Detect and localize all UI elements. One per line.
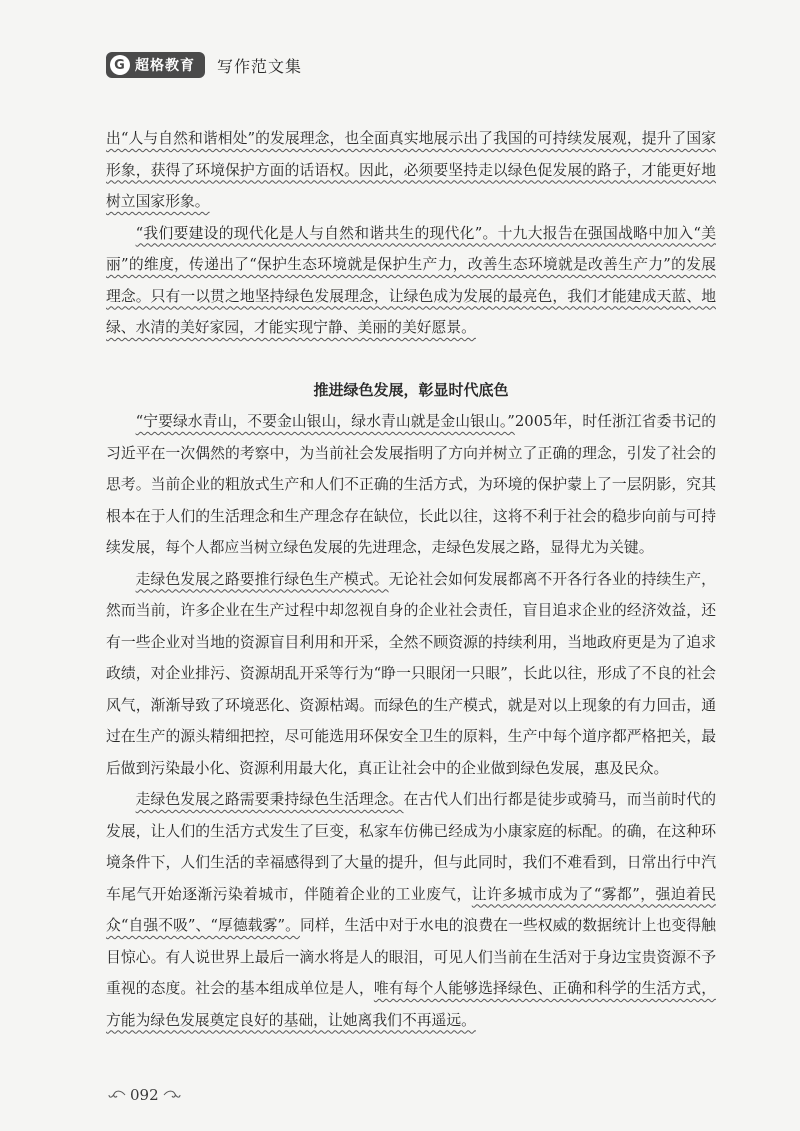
page-number: 092 <box>130 1086 159 1104</box>
paragraph <box>106 218 716 344</box>
ornament-left-icon <box>108 1089 126 1101</box>
essay-body <box>106 123 716 1036</box>
paragraph-text: 2005年，时任浙江省委书记的习近平在一次偶然的考察中，为当前社会发展指明了方向并树立了正确的理念，引发了社会的思考。当前企业的粗放式生产和人们不正确的生活方式，为环境的保护蒙上了一层阴影，究其根本在于人们的生活理念和生产理念存在缺位，长此以往，这将不利于社会的稳步向前与可持续发展，每个人都应当树立绿色发展的先进理念，走绿色发展之路，显得尤为关键。 <box>106 413 716 556</box>
paragraph <box>106 564 716 785</box>
brand-logo-text: 超格教育 <box>135 58 195 74</box>
paragraph-text: 在古代人们出行都是徒步或骑马，而当前时代的发展，让人们的生活方式发生了巨变，私家车仿佛已经成为小康家庭的标配。的确，在这种环境条件下，人们生活的幸福感得到了大量的提升，但与此同时，我们不难看到，日常出行中汽车尾气开始逐渐污染着城市，伴随着企业的工业废气， <box>106 791 716 903</box>
underlined-text: “我们要建设的现代化是人与自然和谐共生的现代化”。十九大报告在强国战略中加入“美丽”的维度，传递出了“保护生态环境就是保护生产力，改善生态环境就是改善生产力”的发展理念。只有一以贯之地坚持绿色发展理念，让绿色成为发展的最亮色，我们才能建成天蓝、地绿、水清的美好家园，才能实现宁静、美丽的美好愿景。 <box>106 224 716 336</box>
paragraph-text: 无论社会如何发展都离不开各行各业的持续生产，然而当前，许多企业在生产过程中却忽视自身的企业社会责任，盲目追求企业的经济效益，还有一些企业对当地的资源盲目利用和开采，全然不顾资源的持续利用，当地政府更是为了追求政绩，对企业排污、资源胡乱开采等行为“睁一只眼闭一只眼”，长此以往，形成了不良的社会风气，渐渐导致了环境恶化、资源枯竭。而绿色的生产模式，就是对以上现象的有力回击，通过在生产的源头精细把控，尽可能选用环保安全卫生的原料，生产中每个道序都严格把关，最后做到污染最小化、资源利用最大化，真正让社会中的企业做到绿色发展，惠及民众。 <box>106 570 716 777</box>
brand-logo-icon: G <box>110 55 130 75</box>
underlined-topic-sentence: 走绿色发展之路需要秉持绿色生活理念。 <box>135 791 404 808</box>
brand-logo <box>106 52 205 78</box>
paragraph-text: 同样，生活中对于水电的浪费在一些权威的数据统计上也变得触目惊心。有人说世界上最后一滴水将是人的眼泪，可见人们当前在生活对于身边宝贵资源不予重视的态度。社会的基本组成单位是人， <box>106 917 716 997</box>
ornament-right-icon <box>163 1089 181 1101</box>
section-spacer <box>106 344 716 375</box>
page-footer <box>108 1086 181 1104</box>
underlined-text: 出“人与自然和谐相处”的发展理念，也全面真实地展示出了我国的可持续发展观，提升了国家形象，获得了环境保护方面的话语权。因此，必须要坚持走以绿色促发展的路子，才能更好地树立国家形象。 <box>106 130 716 210</box>
paragraph-continuation <box>106 123 716 218</box>
underlined-text: 唯有每个人能够选择绿色、正确和科学的生活方式，方能为绿色发展奠定良好的基础，让她离我们不再遥远。 <box>106 980 716 1029</box>
page-header <box>106 52 302 78</box>
underlined-text: 让许多城市成为了“雾都”，强迫着民众“自强不吸”、“厚德载雾”。 <box>106 885 716 934</box>
paragraph <box>106 406 716 564</box>
book-title: 写作范文集 <box>217 56 303 76</box>
section-title: 推进绿色发展，彰显时代底色 <box>313 380 509 399</box>
underlined-quote: “宁要绿水青山，不要金山银山，绿水青山就是金山银山。” <box>135 413 515 430</box>
paragraph <box>106 784 716 1036</box>
underlined-topic-sentence: 走绿色发展之路要推行绿色生产模式。 <box>135 570 389 588</box>
